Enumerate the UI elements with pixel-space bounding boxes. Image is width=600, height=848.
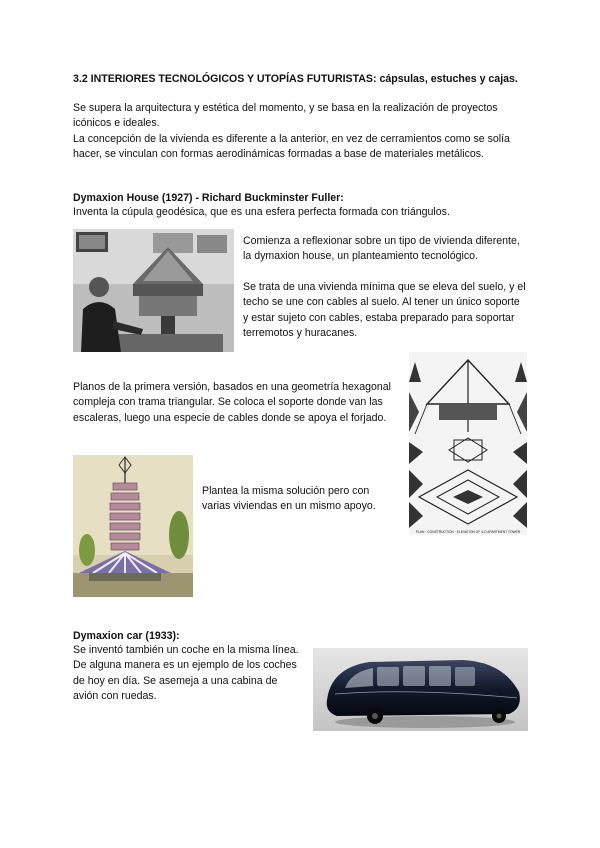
fuller-model-photo <box>73 229 234 352</box>
dymaxion-car-text: Se inventó también un coche en la misma línea. De alguna manera es un ejemplo de los coches de hoy en día. Se asemeja a una cabina de avión con ruedas. <box>73 644 299 703</box>
dymaxion-house-text-1: Comienza a reflexionar sobre un tipo de vivienda diferente, la dymaxion house, un planteamiento tecnológico. <box>243 235 520 263</box>
dymaxion-car-heading: Dymaxion car (1933): <box>73 630 180 642</box>
dymaxion-plans-drawing <box>409 352 527 535</box>
intro-paragraph-1: Se supera la arquitectura y estética del momento, y se basa en la realización de proyectos icónicos e ideales. <box>73 102 498 130</box>
section-heading: 3.2 INTERIORES TECNOLÓGICOS Y UTOPÍAS FUTURISTAS: cápsulas, estuches y cajas. <box>73 73 518 85</box>
dymaxion-tower-painting <box>73 455 193 597</box>
dymaxion-car-photo <box>313 648 528 731</box>
dymaxion-house-heading: Dymaxion House (1927) - Richard Buckminster Fuller: <box>73 192 344 204</box>
dymaxion-house-text-3: Planos de la primera versión, basados en una geometría hexagonal compleja con trama triangular. Se coloca el soporte donde van las escaleras, luego una especie de cables donde se apoya el forjado. <box>73 381 392 424</box>
dymaxion-house-intro: Inventa la cúpula geodésica, que es una esfera perfecta formada con triángulos. <box>73 206 450 218</box>
intro-paragraph-2: La concepción de la vivienda es diferente a la anterior, en vez de cerramientos como se solía hacer, se vinculan con formas aerodinámicas formadas a base de materiales metálicos. <box>73 133 510 161</box>
dymaxion-house-text-4: Plantea la misma solución pero con varias viviendas en un mismo apoyo. <box>202 485 376 513</box>
dymaxion-house-text-2: Se trata de una vivienda mínima que se eleva del suelo, y el techo se une con cables al suelo. Al tener un único soporte y estar sujeto con cables, estaba preparado para soportar terremotos y huracanes. <box>243 281 526 340</box>
plans-caption: PLAN · CONSTRUCTION · ELEVATION OF 4-D APARTMENT TOWER <box>415 530 521 534</box>
